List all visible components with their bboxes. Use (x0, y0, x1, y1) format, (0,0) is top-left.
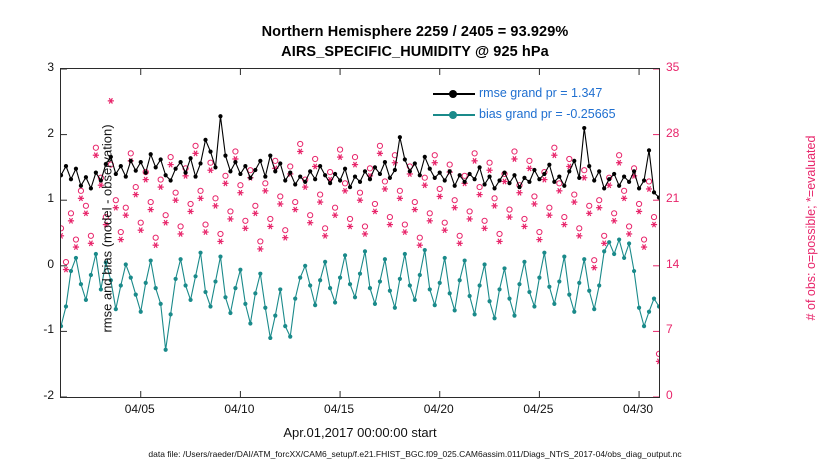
y-tick-right: 35 (666, 60, 680, 74)
legend-swatch-rmse (433, 88, 475, 100)
title-line-2: AIRS_SPECIFIC_HUMIDITY @ 925 hPa (281, 44, 549, 60)
y-axis-title-right: # of obs: o=possible; *=evaluated (804, 135, 818, 321)
x-tick: 04/20 (423, 402, 454, 416)
y-tick-right: 14 (666, 256, 680, 271)
x-tick: 04/25 (523, 402, 554, 416)
legend-label-rmse: rmse grand pr = 1.347 (479, 86, 603, 100)
legend-item-rmse (433, 83, 616, 104)
footer-datafile: data file: /Users/raeder/DAI/ATM_forcXX/CAM6_setup/f.e21.FHIST_BGC.f09_025.CAM6assim.011/Diags_NTrS_2017-04/obs_diag_output.nc (148, 449, 682, 459)
y-tick-left: -1 (43, 322, 54, 337)
x-axis-title: Apr.01,2017 00:00:00 start (283, 425, 437, 440)
y-tick-right: 28 (666, 125, 680, 140)
y-tick-left: 0 (47, 256, 54, 271)
y-tick-left: 2 (47, 125, 54, 140)
title-line-1: Northern Hemisphere 2259 / 2405 = 93.929% (261, 24, 569, 40)
x-tick: 04/05 (124, 402, 155, 416)
y-tick-right: 21 (666, 191, 680, 206)
legend-item-bias (433, 104, 616, 125)
y-tick-right: 7 (666, 322, 673, 337)
legend-label-bias: bias grand pr = -0.25665 (479, 107, 616, 121)
x-tick: 04/30 (623, 402, 654, 416)
y-tick-right: 0 (666, 388, 673, 402)
chart-legend (433, 83, 616, 125)
y-axis-title-left: rmse and bias (model - observation) (99, 124, 115, 333)
x-tick: 04/15 (324, 402, 355, 416)
y-tick-left: -2 (43, 388, 54, 402)
y-tick-left: 3 (47, 60, 54, 74)
chart-title (0, 22, 830, 62)
legend-swatch-bias (433, 109, 475, 121)
y-tick-left: 1 (47, 191, 54, 206)
x-tick: 04/10 (224, 402, 255, 416)
